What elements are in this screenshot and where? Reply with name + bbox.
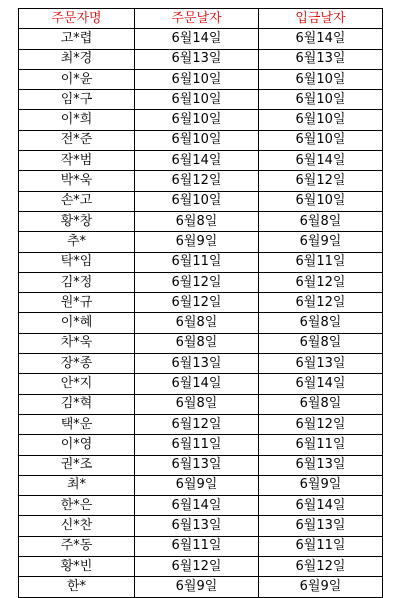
order-date-cell: 6월8일: [135, 394, 259, 414]
order-date-cell: 6월12일: [135, 557, 259, 577]
orderer-name-cell: 택*운: [19, 414, 135, 434]
deposit-date-cell: 6월12일: [259, 293, 383, 313]
table-row: [19, 557, 383, 577]
table-row: [19, 374, 383, 394]
orderer-name-cell: 김*정: [19, 272, 135, 292]
orderer-name-cell: 임*구: [19, 90, 135, 110]
orderer-name-cell: 이*영: [19, 435, 135, 455]
order-date-cell: 6월11일: [135, 536, 259, 556]
orderer-name-cell: 원*규: [19, 293, 135, 313]
deposit-date-cell: 6월10일: [259, 110, 383, 130]
deposit-date-cell: 6월9일: [259, 232, 383, 252]
deposit-date-cell: 6월11일: [259, 536, 383, 556]
order-date-cell: 6월10일: [135, 69, 259, 89]
table-row: [19, 211, 383, 231]
order-date-cell: 6월9일: [135, 475, 259, 495]
order-date-cell: 6월8일: [135, 211, 259, 231]
order-date-cell: 6월14일: [135, 496, 259, 516]
orderer-name-cell: 전*준: [19, 130, 135, 150]
table-row: [19, 171, 383, 191]
table-row: [19, 69, 383, 89]
table-row: [19, 435, 383, 455]
deposit-date-cell: 6월10일: [259, 130, 383, 150]
table-row: [19, 232, 383, 252]
deposit-date-cell: 6월12일: [259, 272, 383, 292]
order-deposit-table: [18, 8, 383, 598]
orderer-name-cell: 탁*임: [19, 252, 135, 272]
table-row: [19, 130, 383, 150]
table-row: [19, 496, 383, 516]
deposit-date-cell: 6월10일: [259, 191, 383, 211]
deposit-date-cell: 6월10일: [259, 69, 383, 89]
header-deposit-date: 입금날자: [259, 9, 383, 29]
table-row: [19, 252, 383, 272]
deposit-date-cell: 6월13일: [259, 49, 383, 69]
order-date-cell: 6월8일: [135, 313, 259, 333]
deposit-date-cell: 6월14일: [259, 151, 383, 171]
deposit-date-cell: 6월11일: [259, 252, 383, 272]
order-date-cell: 6월9일: [135, 232, 259, 252]
deposit-date-cell: 6월8일: [259, 333, 383, 353]
order-date-cell: 6월10일: [135, 130, 259, 150]
table-row: [19, 475, 383, 495]
orderer-name-cell: 장*종: [19, 354, 135, 374]
table-body: [19, 29, 383, 597]
order-date-cell: 6월13일: [135, 49, 259, 69]
orderer-name-cell: 작*범: [19, 151, 135, 171]
order-date-cell: 6월13일: [135, 354, 259, 374]
table-row: [19, 414, 383, 434]
order-date-cell: 6월14일: [135, 29, 259, 49]
header-orderer-name: 주문자명: [19, 9, 135, 29]
table-row: [19, 455, 383, 475]
deposit-date-cell: 6월14일: [259, 374, 383, 394]
table-row: [19, 272, 383, 292]
orderer-name-cell: 추*: [19, 232, 135, 252]
table-row: [19, 293, 383, 313]
order-date-cell: 6월13일: [135, 516, 259, 536]
orderer-name-cell: 권*조: [19, 455, 135, 475]
deposit-date-cell: 6월12일: [259, 171, 383, 191]
order-date-cell: 6월10일: [135, 191, 259, 211]
orderer-name-cell: 황*빈: [19, 557, 135, 577]
orderer-name-cell: 신*찬: [19, 516, 135, 536]
orderer-name-cell: 한*: [19, 577, 135, 597]
orderer-name-cell: 안*지: [19, 374, 135, 394]
orderer-name-cell: 손*고: [19, 191, 135, 211]
table-row: [19, 110, 383, 130]
table-row: [19, 90, 383, 110]
deposit-date-cell: 6월14일: [259, 29, 383, 49]
order-date-cell: 6월10일: [135, 110, 259, 130]
orderer-name-cell: 고*렵: [19, 29, 135, 49]
table-row: [19, 577, 383, 597]
orderer-name-cell: 김*혁: [19, 394, 135, 414]
orderer-name-cell: 박*욱: [19, 171, 135, 191]
order-date-cell: 6월13일: [135, 455, 259, 475]
orderer-name-cell: 황*창: [19, 211, 135, 231]
orderer-name-cell: 이*혜: [19, 313, 135, 333]
table-row: [19, 516, 383, 536]
orderer-name-cell: 최*: [19, 475, 135, 495]
orderer-name-cell: 이*희: [19, 110, 135, 130]
table-row: [19, 313, 383, 333]
deposit-date-cell: 6월12일: [259, 557, 383, 577]
deposit-date-cell: 6월8일: [259, 211, 383, 231]
header-order-date: 주문날자: [135, 9, 259, 29]
order-date-cell: 6월8일: [135, 333, 259, 353]
order-date-cell: 6월14일: [135, 151, 259, 171]
order-date-cell: 6월10일: [135, 90, 259, 110]
table-row: [19, 354, 383, 374]
table-row: [19, 49, 383, 69]
order-date-cell: 6월12일: [135, 414, 259, 434]
deposit-date-cell: 6월10일: [259, 90, 383, 110]
deposit-date-cell: 6월8일: [259, 394, 383, 414]
deposit-date-cell: 6월13일: [259, 354, 383, 374]
order-date-cell: 6월14일: [135, 374, 259, 394]
orderer-name-cell: 최*경: [19, 49, 135, 69]
order-date-cell: 6월12일: [135, 293, 259, 313]
deposit-date-cell: 6월8일: [259, 313, 383, 333]
order-date-cell: 6월9일: [135, 577, 259, 597]
table-row: [19, 536, 383, 556]
order-date-cell: 6월12일: [135, 171, 259, 191]
table-row: [19, 29, 383, 49]
orderer-name-cell: 이*윤: [19, 69, 135, 89]
table-row: [19, 394, 383, 414]
table-row: [19, 191, 383, 211]
header-row: [19, 9, 383, 29]
deposit-date-cell: 6월11일: [259, 435, 383, 455]
order-date-cell: 6월11일: [135, 435, 259, 455]
orderer-name-cell: 한*은: [19, 496, 135, 516]
deposit-date-cell: 6월9일: [259, 475, 383, 495]
deposit-date-cell: 6월9일: [259, 577, 383, 597]
orderer-name-cell: 주*동: [19, 536, 135, 556]
orderer-name-cell: 차*욱: [19, 333, 135, 353]
table-row: [19, 151, 383, 171]
order-date-cell: 6월12일: [135, 272, 259, 292]
deposit-date-cell: 6월14일: [259, 496, 383, 516]
deposit-date-cell: 6월12일: [259, 414, 383, 434]
order-date-cell: 6월11일: [135, 252, 259, 272]
deposit-date-cell: 6월13일: [259, 516, 383, 536]
table-row: [19, 333, 383, 353]
table-header: [19, 9, 383, 29]
deposit-date-cell: 6월13일: [259, 455, 383, 475]
